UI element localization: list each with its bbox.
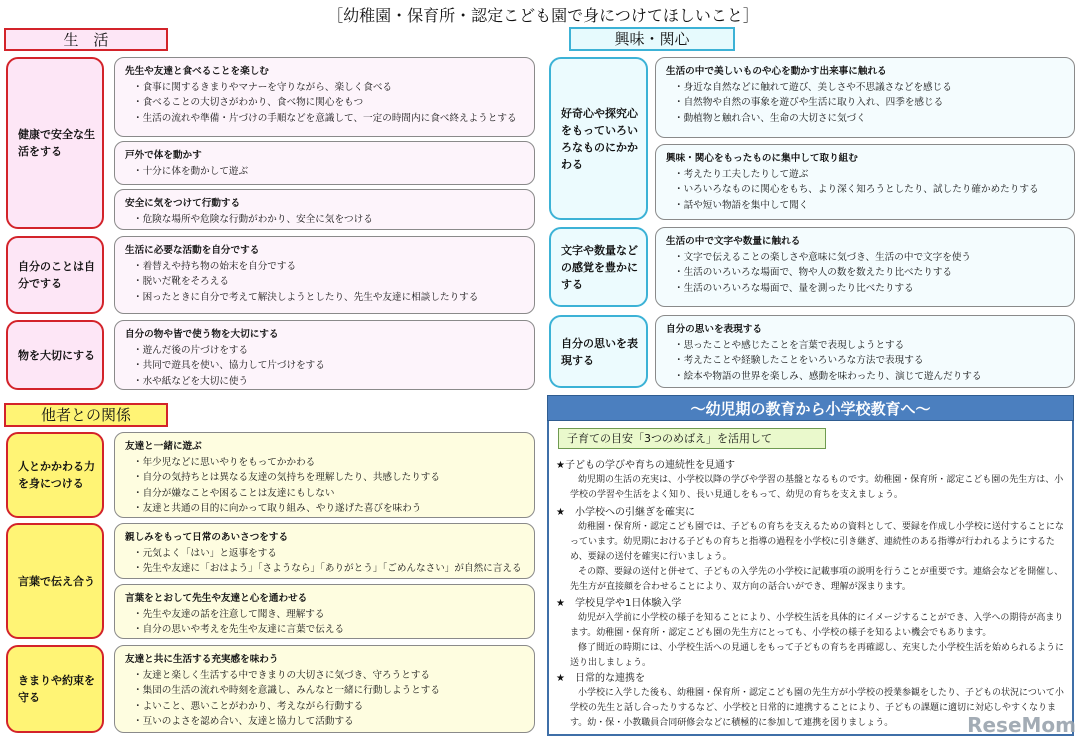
category-label-text: 人とかかわる力を身につける [18, 460, 95, 490]
category-label-text: 健康で安全な生活をする [18, 128, 95, 158]
section-header: 他者との関係 [4, 403, 168, 427]
category-label [6, 432, 104, 518]
goal-heading: 言葉をとおして先生や友達と心を通わせる [125, 593, 308, 604]
transition-point [556, 596, 1071, 671]
category-label [549, 315, 648, 388]
goal-item: ・よいこと、悪いことがわかり、考えながら行動する [133, 700, 364, 712]
page-title: ［幼稚園・保育所・認定こども園で身につけてほしいこと］ [327, 6, 759, 25]
category-label-text: 文字や数量などの感覚を豊かにする [561, 243, 638, 291]
goal-box [114, 584, 535, 639]
category-label [549, 57, 648, 220]
goal-item: ・食べることの大切さがわかり、食べ物に関心をもつ [133, 97, 364, 108]
transition-header: ～幼児期の教育から小学校教育へ～ [547, 395, 1074, 421]
goal-item: ・友達と共通の目的に向かって取り組み、やり遂げた喜びを味わう [133, 503, 422, 514]
goal-box [114, 189, 535, 230]
point-paragraph: 幼児が入学前に小学校の様子を知ることにより、小学校生活を具体的にイメージすることができ、入学への期待が高まります。幼稚園・保育所・認定こども園の先生方にとっても、小学校の様子を知るよい機会でもあります。 [570, 613, 1064, 638]
category-label-text: 自分の思いを表現する [561, 336, 638, 367]
point-heading: ★子どもの学びや育ちの連続性を見通す [556, 460, 735, 471]
transition-subheader: 子育ての目安「3つのめばえ」を活用して [558, 428, 826, 449]
goal-item: ・自分の気持ちとは異なる友達の気持ちを理解したり、共感したりする [133, 472, 440, 483]
category-label [6, 236, 104, 314]
section-header: 生 活 [4, 28, 168, 51]
goal-item: ・元気よく「はい」と返事をする [133, 547, 277, 559]
category-label [6, 320, 104, 390]
goal-item: ・十分に体を動かして遊ぶ [133, 165, 249, 177]
goal-box [114, 645, 535, 733]
transition-point [556, 671, 1071, 731]
watermark-text: ReseMom [967, 713, 1076, 737]
goal-heading: 生活の中で美しいものや心を動かす出来事に触れる [666, 66, 887, 77]
goal-item: ・絵本や物語の世界を楽しみ、感動を味わったり、演じて遊んだりする [674, 370, 982, 382]
category-label [6, 645, 104, 733]
goal-item: ・生活のいろいろな場面で、量を測ったり比べたりする [674, 282, 914, 294]
category-label [6, 523, 104, 639]
category-label-text: 好奇心や探究心をもっていろいろなものにかかわる [561, 106, 638, 171]
goal-item: ・互いのよさを認め合い、友達と協力して活動する [133, 716, 354, 727]
goal-item: ・考えたり工夫したりして遊ぶ [674, 168, 809, 180]
goal-item: ・集団の生活の流れや時刻を意識し、みんなと一緒に行動しようとする [133, 685, 440, 696]
goal-item: ・友達と楽しく生活する中できまりの大切さに気づき、守ろうとする [133, 669, 431, 681]
goal-item: ・自分の思いや考えを先生や友達に言葉で伝える [133, 624, 345, 635]
point-paragraph: 幼稚園・保育所・認定こども園では、子どもの育ちを支えるための資料として、要録を作成し小学校に送付することになっています。幼児期における子どもの育ちと指導の過程を小学校に引き継ぎ、連続性のある指導が行われるようにするため、要録の送付を確実に行いましょう。 [570, 522, 1064, 562]
point-paragraph: 幼児期の生活の充実は、小学校以降の学びや学習の基盤となるものです。幼稚園・保育所・認定こども園の先生方は、小学校の学習や生活をよく知り、長い見通しをもって、幼児の育ちを支えましょう。 [570, 475, 1064, 500]
goal-item: ・着替えや持ち物の始末を自分でする [133, 260, 297, 272]
goal-item: ・生活の流れや準備・片づけの手順などを意識して、一定の時間内に食べ終えようとする [133, 112, 517, 124]
goal-item: ・いろいろなものに関心をもち、より深く知ろうとしたり、試したり確かめたりする [674, 184, 1039, 195]
goal-item: ・食事に関するきまりやマナーを守りながら、楽しく食べる [133, 81, 393, 93]
goal-box [114, 320, 535, 390]
goal-item: ・考えたことや経験したことをいろいろな方法で表現する [674, 355, 924, 366]
goal-heading: 戸外で体を動かす [125, 150, 202, 161]
point-paragraph: その際、要録の送付と併せて、子どもの入学先の小学校に記載事項の説明を行うことが重要です。連絡会などを開催し、先生方が直接顔を合わせることにより、双方向の話合いができ、理解が深まります。 [570, 567, 1064, 592]
goal-box [655, 315, 1075, 388]
goal-item: ・先生や友達に「おはよう」「さようなら」「ありがとう」「ごめんなさい」が自然に言える [133, 563, 522, 574]
goal-box [114, 57, 535, 137]
goal-heading: 自分の思いを表現する [666, 324, 762, 335]
category-label-text: 物を大切にする [18, 348, 95, 362]
category-label-text: 自分のことは自分でする [18, 260, 95, 290]
goal-item: ・遊んだ後の片づけをする [133, 344, 249, 356]
point-heading: ★ 小学校への引継ぎを確実に [556, 507, 695, 518]
goal-item: ・動植物と触れ合い、生命の大切さに気づく [674, 112, 866, 124]
goal-box [655, 57, 1075, 138]
goal-box [114, 432, 535, 518]
goal-heading: 自分の物や皆で使う物を大切にする [125, 329, 279, 340]
goal-item: ・脱いだ靴をそろえる [133, 276, 229, 287]
goal-heading: 友達と一緒に遊ぶ [125, 441, 202, 452]
transition-point [556, 505, 1071, 595]
point-paragraph: 修了間近の時期には、小学校生活への見通しをもって子どもの育ちを再確認し、充実した小学校生活を始められるように送り出しましょう。 [570, 643, 1065, 668]
goal-box [114, 236, 535, 314]
goal-item: ・共同で遊具を使い、協力して片づけをする [133, 360, 325, 371]
goal-heading: 安全に気をつけて行動する [125, 198, 241, 209]
goal-item: ・自然物や自然の事象を遊びや生活に取り入れ、四季を感じる [674, 97, 944, 108]
goal-box [655, 144, 1075, 220]
point-paragraph: 小学校に入学した後も、幼稚園・保育所・認定こども園の先生方が小学校の授業参観をしたり、子どもの状況について小学校の先生と話し合ったりするなど、小学校と日常的に連携することにより、子どもの課題に適切に対応しやすくなります。幼・保・小教職員合同研修会などに積極的に参加して連携を図りましょう。 [570, 688, 1064, 728]
goal-item: ・年少児などに思いやりをもってかかわる [133, 456, 316, 468]
goal-heading: 生活に必要な活動を自分でする [125, 245, 260, 256]
goal-item: ・文字で伝えることの楽しさや意味に気づき、生活の中で文字を使う [674, 251, 972, 263]
goal-heading: 興味・関心をもったものに集中して取り組む [666, 153, 858, 164]
goal-heading: 先生や友達と食べることを楽しむ [125, 66, 269, 77]
goal-box [114, 141, 535, 185]
category-label [6, 57, 104, 229]
goal-item: ・先生や友達の話を注意して聞き、理解する [133, 608, 325, 620]
goal-heading: 親しみをもって日常のあいさつをする [125, 532, 289, 543]
goal-item: ・話や短い物語を集中して聞く [674, 199, 809, 211]
goal-box [114, 523, 535, 579]
section-header: 興味・関心 [569, 27, 735, 51]
goal-item: ・困ったときに自分で考えて解決しようとしたり、先生や友達に相談したりする [133, 291, 479, 303]
goal-item: ・自分が嫌なことや困ることは友達にもしない [133, 487, 335, 499]
category-label [549, 227, 648, 307]
goal-item: ・危険な場所や危険な行動がわかり、安全に気をつける [133, 213, 373, 225]
point-heading: ★ 日常的な連携を [556, 673, 645, 684]
goal-item: ・水や紙などを大切に使う [133, 375, 249, 387]
point-heading: ★ 学校見学や1日体験入学 [556, 598, 682, 609]
goal-item: ・身近な自然などに触れて遊び、美しさや不思議さなどを感じる [674, 81, 952, 93]
category-label-text: 言葉で伝え合う [18, 574, 95, 588]
transition-point [556, 458, 1071, 503]
goal-item: ・生活のいろいろな場面で、物や人の数を数えたり比べたりする [674, 267, 953, 278]
category-label-text: きまりや約束を守る [18, 674, 95, 704]
goal-heading: 生活の中で文字や数量に触れる [666, 236, 801, 247]
goal-box [655, 227, 1075, 307]
goal-heading: 友達と共に生活する充実感を味わう [125, 654, 279, 665]
goal-item: ・思ったことや感じたことを言葉で表現しようとする [674, 339, 905, 351]
